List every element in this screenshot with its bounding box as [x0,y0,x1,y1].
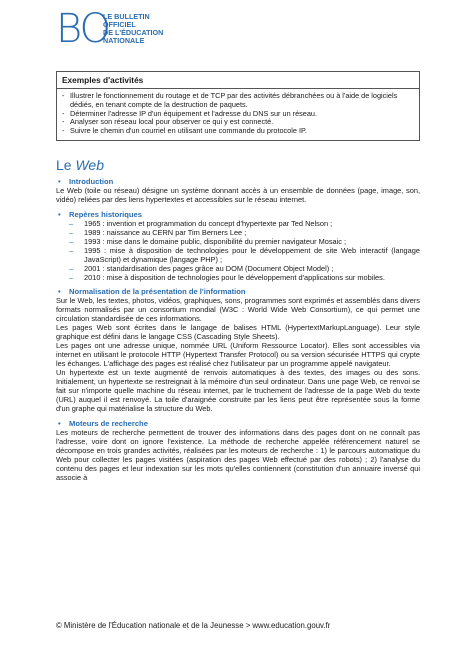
logo-text [103,13,193,45]
normalisation-paragraph-4: Un hypertexte est un texte augmenté de renvois automatiques à des textes, des images ou des sons. Initialement, un hypertexte se restreignait à la mémoire d'un seul ordinateur. Dans une page Web, ce renvoi se fait sur n'importe quelle machine du réseau internet, par le truchement de l'adresse de la page Web du texte (URL) auquel il est renvoyé. La toile d'araignée construite par les liens peut être représentée sous la forme d'un graphe qui matérialise la structure du Web. [56,368,420,413]
logo-line: OFFICIEL [103,20,136,29]
activities-box [56,71,420,141]
intro-paragraph: Le Web (toile ou réseau) désigne un système donnant accès à un ensemble de données (page, image, son, vidéo) reliées par des liens hypertextes et accessibles sur le réseau internet. [56,185,420,204]
list-item: - Analyser son réseau local pour observer ce qui y est connecté. [62,118,414,127]
logo-line: DE L'ÉDUCATION [103,28,164,37]
list-item: - Illustrer le fonctionnement du routage et de TCP par des activités débranchées ou à l'aide de logiciels dédiés, en tenant compte de la destruction de paquets. [62,92,414,110]
logo-line: LE BULLETIN [103,12,150,21]
list-item: - Suivre le chemin d'un courriel en utilisant une commande du protocole IP. [62,127,414,136]
history-list [56,220,420,283]
page-footer: © Ministère de l'Éducation nationale et de la Jeunesse > www.education.gouv.fr [56,621,331,630]
list-item: - Déterminer l'adresse IP d'un équipement et l'adresse du DNS sur un réseau. [62,110,414,119]
activities-box-title: Exemples d'activités [57,72,419,89]
list-item: – 1995 : mise à disposition de technologies pour le développement de site Web interactif (langage JavaScript) et dynamique (langage PHP) ; [56,247,420,265]
section-title-italic: Web [75,157,105,173]
section-title [56,157,104,173]
engines-paragraph-1: Les moteurs de recherche permettent de trouver des informations dans des pages dont on ne connaît pas l'adresse, voire dont on ignore l'existence. La méthode de recherche appelée référencement naturel se décompose en trois grandes activités, réalisées par les moteurs de recherche : 1) le parcours automatique du Web pour collecter les pages visitées (aspiration des pages Web effectué par des robots) ; 2) l'analyse du contenu des pages et leur indexation sur les mots qu'elles contiennent (constitution d'un annuaire inversé qui associe à [56,427,420,482]
normalisation-paragraph-2: Les pages Web sont écrites dans le langage de balises HTML (HypertextMarkupLanguage). Leur style graphique est défini dans le langage CSS (Cascading Style Sheets). [56,323,420,342]
activities-list [57,89,419,140]
list-item: – 1965 : invention et programmation du concept d'hypertexte par Ted Nelson ; [56,220,420,229]
list-item: – 2010 : mise à disposition de technologies pour le développement d'applications sur mobiles. [56,274,420,283]
intro-heading: • Introduction [56,178,420,187]
logo-mark: BO [56,6,109,52]
main-content [56,178,420,483]
list-item: – 1989 : naissance au CERN par Tim Berners Lee ; [56,229,420,238]
list-item: – 1993 : mise dans le domaine public, disponibilité du premier navigateur Mosaic ; [56,238,420,247]
history-heading: • Repères historiques [56,211,420,220]
normalisation-paragraph-3: Les pages ont une adresse unique, nommée URL (Uniform Ressource Locator). Elles sont accessibles via internet en utilisant le protocole HTTP (Hypertext Transfer Protocol) ou sa version sécurisée HTTPS qui crypte les échanges. L'affichage des pages est réalisé chez l'utilisateur par un programme appelé navigateur. [56,341,420,369]
list-item: – 2001 : standardisation des pages grâce au DOM (Document Object Model) ; [56,265,420,274]
normalisation-paragraph-1: Sur le Web, les textes, photos, vidéos, graphiques, sons, programmes sont exprimés et assemblés dans divers formats normalisés par un consortium mondial (W3C : World Wide Web Consortium), ce qui permet une circulation standardisée de ces informations. [56,296,420,324]
logo-line: NATIONALE [103,36,145,45]
section-title-prefix: Le [56,157,76,173]
engines-heading: • Moteurs de recherche [56,420,420,429]
normalisation-heading: • Normalisation de la présentation de l'information [56,288,420,297]
